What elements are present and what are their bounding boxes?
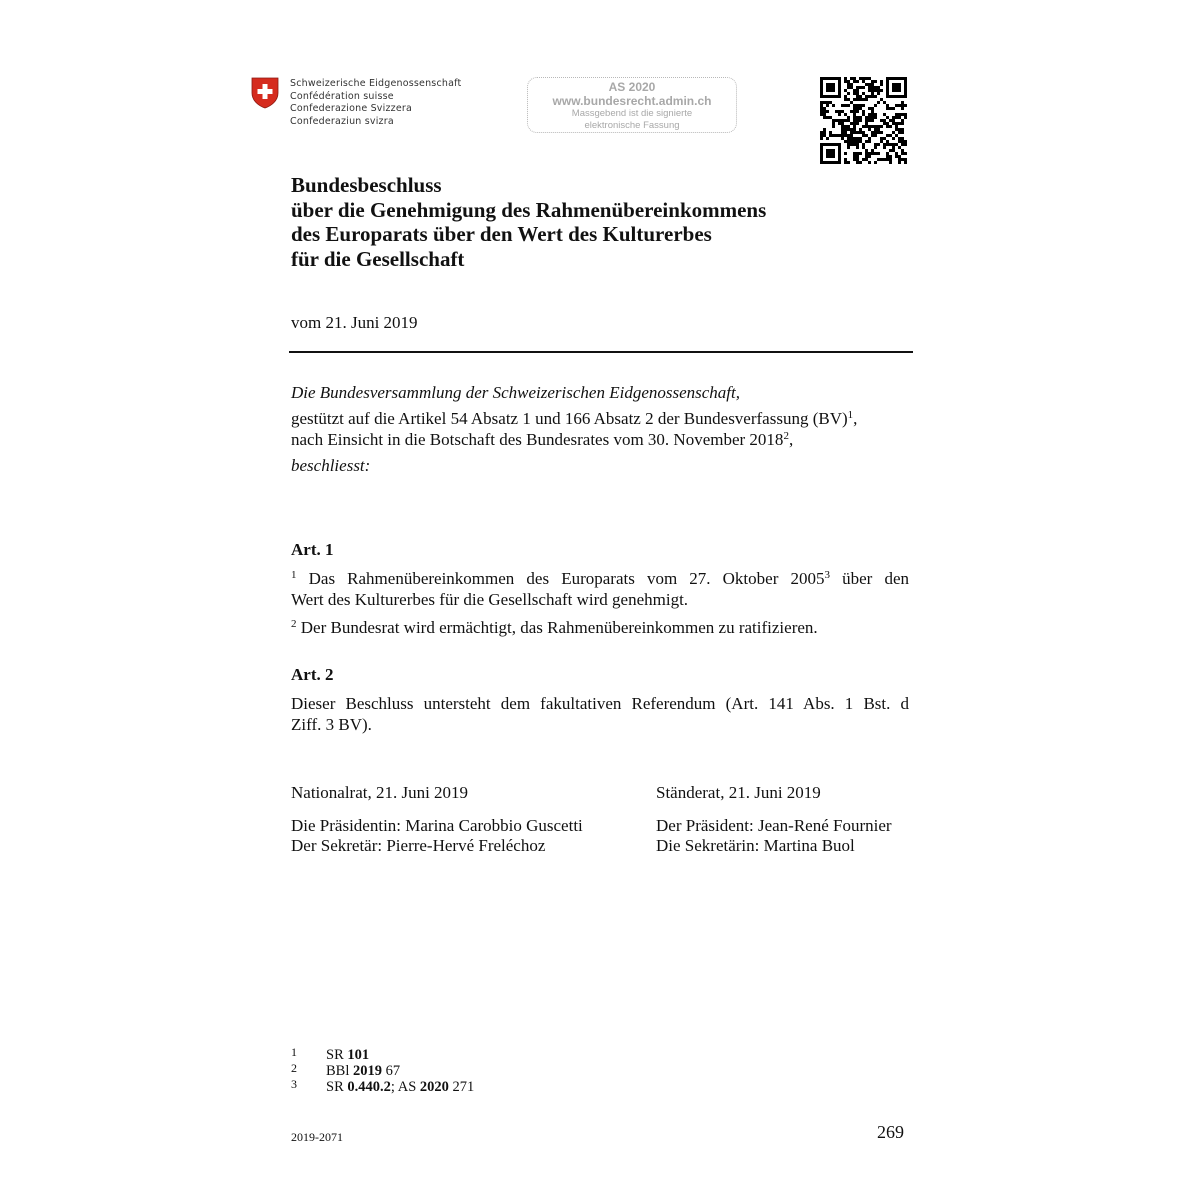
council-of-states-president: Der Präsident: Jean-René Fournier: [656, 816, 892, 835]
article-1-para-1-line-2: Wert des Kulturerbes für die Gesellschaft wird genehmigt.: [291, 590, 689, 609]
article-1-para-1-line-1: [291, 568, 909, 589]
footnote-text: [326, 1079, 474, 1095]
footnote-number: 3: [291, 1077, 297, 1091]
document-number: 2019-2071: [291, 1130, 343, 1144]
footnote-bold-part: 0.440.2: [347, 1079, 391, 1095]
national-council-president: Die Präsidentin: Marina Carobbio Guscetti: [291, 816, 583, 835]
article-1-heading: Art. 1: [291, 540, 334, 559]
preamble-message: [291, 430, 793, 450]
title-line-2: über die Genehmigung des Rahmenübereinkommens: [291, 197, 767, 222]
title-line-1: Bundesbeschluss: [291, 173, 442, 197]
preamble-basis: [291, 409, 857, 429]
title-line-4: für die Gesellschaft: [291, 246, 465, 271]
footnote-number: 1: [291, 1045, 297, 1059]
para-number-1: 1: [291, 569, 297, 581]
article-2-line-1: Dieser Beschluss untersteht dem fakultativen Referendum (Art. 141 Abs. 1 Bst. d: [291, 694, 909, 713]
preamble-decides: beschliesst:: [291, 456, 371, 475]
preamble-message-end: ,: [788, 430, 794, 449]
footnote-text-part: SR: [326, 1079, 348, 1095]
footnote-text-part: BBl: [326, 1063, 353, 1079]
footnote-ref-3[interactable]: 3: [824, 569, 830, 581]
footnote-text-part: SR: [326, 1047, 348, 1063]
title-line-3: des Europarats über den Wert des Kulturerbes: [291, 222, 712, 246]
stamp-note-1: Massgebend ist die signierte: [571, 108, 693, 119]
para-number-2: 2: [291, 618, 297, 630]
title-divider: [289, 351, 913, 353]
confederation-fr: Confédération suisse: [290, 90, 394, 102]
article-1-para-1-text-b: über den: [830, 569, 909, 588]
footnote-text-part: 67: [382, 1063, 401, 1079]
footnote-number: 2: [291, 1061, 297, 1075]
preamble-basis-text: gestützt auf die Artikel 54 Absatz 1 und 166 Absatz 2 der Bundesverfassung (BV): [291, 409, 848, 428]
article-2-line-2: Ziff. 3 BV).: [291, 715, 372, 734]
document-title: [291, 173, 766, 271]
article-1-para-2: [291, 617, 909, 638]
footnote-ref-1[interactable]: 1: [847, 409, 854, 421]
qr-code-icon: [820, 77, 907, 164]
national-council-secretary: Der Sekretär: Pierre-Hervé Freléchoz: [291, 836, 546, 855]
document-date: vom 21. Juni 2019: [291, 313, 418, 332]
page-number: 269: [877, 1122, 904, 1142]
footnote-bold-part: 2020: [419, 1079, 449, 1095]
preamble-assembly: Die Bundesversammlung der Schweizerischen Eidgenossenschaft,: [291, 383, 740, 402]
footnotes: [291, 1047, 474, 1095]
article-2-heading: Art. 2: [291, 665, 334, 684]
confederation-rm: Confederaziun svizra: [290, 115, 394, 127]
footnote-3: [291, 1079, 474, 1095]
confederation-names: [290, 78, 461, 128]
stamp-as-number: AS 2020: [608, 80, 656, 94]
stamp-url[interactable]: www.bundesrecht.admin.ch: [552, 94, 712, 108]
council-of-states-secretary: Die Sekretärin: Martina Buol: [656, 836, 855, 855]
council-of-states-date: Ständerat, 21. Juni 2019: [656, 783, 821, 802]
national-council-date: Nationalrat, 21. Juni 2019: [291, 783, 469, 802]
footnote-text-part: 271: [448, 1079, 475, 1095]
confederation-it: Confederazione Svizzera: [290, 103, 413, 115]
preamble-message-text: nach Einsicht in die Botschaft des Bundesrates vom 30. November 2018: [291, 430, 784, 449]
article-1-para-2-text: Der Bundesrat wird ermächtigt, das Rahmenübereinkommen zu ratifizieren.: [296, 618, 818, 637]
footnote-text: [326, 1047, 369, 1063]
footnote-text: [326, 1063, 400, 1079]
article-1-para-1-text-a: Das Rahmenübereinkommen des Europarats vom 27. Oktober 2005: [296, 569, 825, 588]
footnote-text-part: ; AS: [390, 1079, 420, 1095]
authenticity-stamp: [527, 77, 737, 133]
footnote-bold-part: 101: [347, 1047, 370, 1063]
footnote-bold-part: 2019: [353, 1063, 382, 1079]
footnote-ref-2[interactable]: 2: [783, 430, 789, 442]
confederation-de: Schweizerische Eidgenossenschaft: [290, 78, 462, 89]
stamp-note-2: elektronische Fassung: [584, 120, 680, 131]
preamble-basis-end: ,: [853, 409, 858, 428]
swiss-cross-icon: [251, 77, 279, 109]
